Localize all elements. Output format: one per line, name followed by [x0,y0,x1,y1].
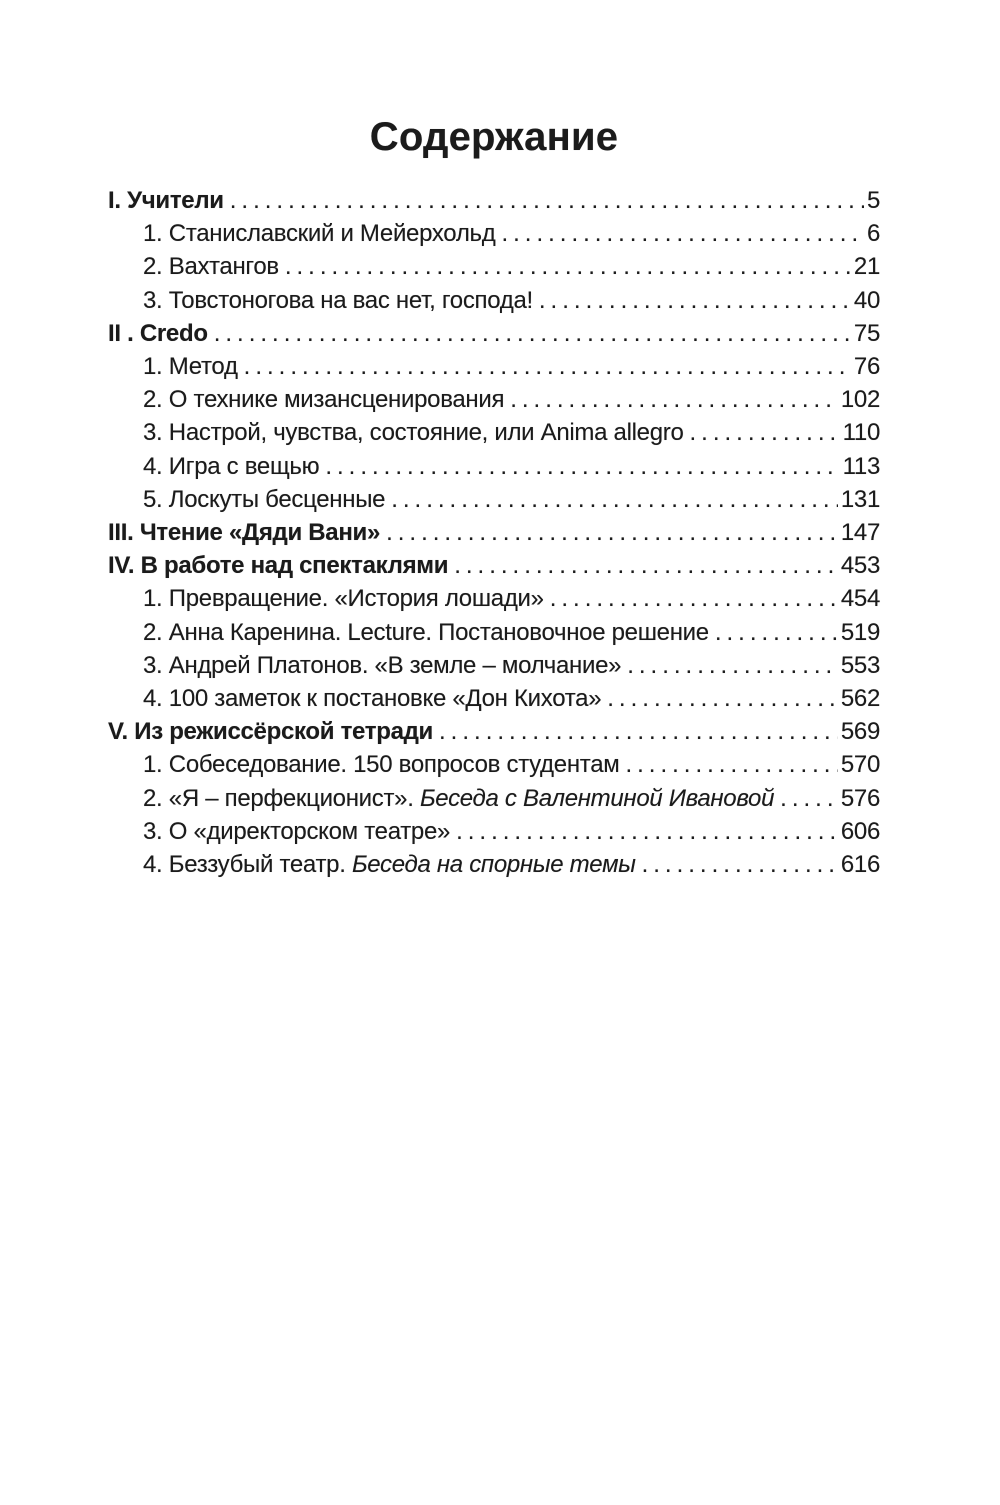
dot-leader [230,184,864,217]
toc-entry-label-italic: Беседа на спорные темы [351,851,636,879]
toc-entry-page: 6 [866,220,880,248]
toc-entry-page: 75 [853,319,880,347]
toc-entry [108,782,880,815]
toc-entry [108,416,880,449]
toc-entry-label: 3. О «директорском театре» [143,817,451,845]
toc-entry-label: 4. 100 заметок к постановке «Дон Кихота» [143,685,602,713]
toc-entry-page: 606 [840,817,880,845]
toc-entry-page: 453 [840,552,880,580]
toc-entry-page: 569 [840,718,880,746]
toc-entry-page: 110 [842,419,880,447]
dot-leader [439,715,838,748]
toc-entry-page: 21 [853,253,880,281]
toc-entry-label: 1. Собеседование. 150 вопросов студентам [143,751,620,779]
dot-leader [627,649,838,682]
toc-entry-label: 2. Вахтангов [143,253,279,281]
dot-leader [391,483,838,516]
toc-entry [108,450,880,483]
toc-entry-label: IV. В работе над спектаклями [108,552,449,580]
dot-leader [501,217,864,250]
toc-entry-label: 1. Станиславский и Мейерхольд [143,220,496,248]
toc-entry-label: 3. Товстоногова на вас нет, господа! [143,286,533,314]
toc-entry-page: 76 [853,353,880,381]
dot-leader [325,450,839,483]
dot-leader [454,549,838,582]
toc-entry [108,748,880,781]
toc-entry [108,516,880,549]
toc-entry-page: 616 [840,851,880,879]
toc-entry [108,483,880,516]
toc-entry-page: 553 [840,651,880,679]
toc-entry [108,184,880,217]
toc-entry-label: 1. Превращение. «История лошади» [143,585,544,613]
toc-entry [108,317,880,350]
toc-entry-label: V. Из режиссёрской тетради [108,718,434,746]
toc-entry-page: 147 [840,519,880,547]
toc-entry [108,682,880,715]
toc-entry [108,715,880,748]
toc-entry-label: 2. Анна Каренина. Lecture. Постановочное решение [143,618,709,646]
toc-entry-page: 562 [840,685,880,713]
toc-entry-label: 1. Метод [143,353,238,381]
dot-leader [715,616,838,649]
toc-entry-page: 519 [840,618,880,646]
table-of-contents [108,184,880,881]
toc-entry [108,217,880,250]
toc-entry-label: I. Учители [108,187,224,214]
dot-leader [214,317,851,350]
dot-leader [642,848,838,881]
dot-leader [244,350,851,383]
toc-entry-label: II . Credo [108,319,208,347]
toc-entry-label: 3. Настрой, чувства, состояние, или Anima allegro [143,419,684,447]
dot-leader [539,284,851,317]
toc-entry-page: 570 [840,751,880,779]
dot-leader [607,682,838,715]
dot-leader [510,383,838,416]
toc-entry [108,649,880,682]
dot-leader [690,416,840,449]
toc-entry-label-italic: Беседа с Валентиной Ивановой [419,784,775,812]
toc-entry-page: 5 [866,187,880,214]
dot-leader [625,748,837,781]
toc-entry-label: III. Чтение «Дяди Вани» [108,519,381,547]
toc-entry [108,848,880,881]
toc-entry [108,549,880,582]
dot-leader [550,582,838,615]
toc-entry [108,815,880,848]
toc-entry [108,350,880,383]
toc-entry [108,250,880,283]
toc-entry-page: 454 [840,585,880,613]
toc-entry [108,616,880,649]
toc-entry-label: 4. Беззубый театр. [143,851,352,879]
toc-entry-page: 576 [840,784,880,812]
toc-entry-label: 2. О технике мизансценирования [143,386,505,414]
dot-leader [285,250,851,283]
page-title: Содержание [369,115,619,159]
dot-leader [386,516,838,549]
toc-entry [108,284,880,317]
toc-entry-page: 113 [842,452,880,480]
toc-entry [108,383,880,416]
toc-entry-page: 102 [840,386,880,414]
toc-entry-page: 40 [853,286,880,314]
toc-entry-page: 131 [840,485,880,513]
dot-leader [456,815,838,848]
dot-leader [780,782,838,815]
toc-entry-label: 2. «Я – перфекционист». [143,784,420,812]
toc-entry-label: 4. Игра с вещью [143,452,320,480]
toc-entry [108,582,880,615]
toc-entry-label: 5. Лоскуты бесценные [143,485,386,513]
toc-entry-label: 3. Андрей Платонов. «В земле – молчание» [143,651,622,679]
